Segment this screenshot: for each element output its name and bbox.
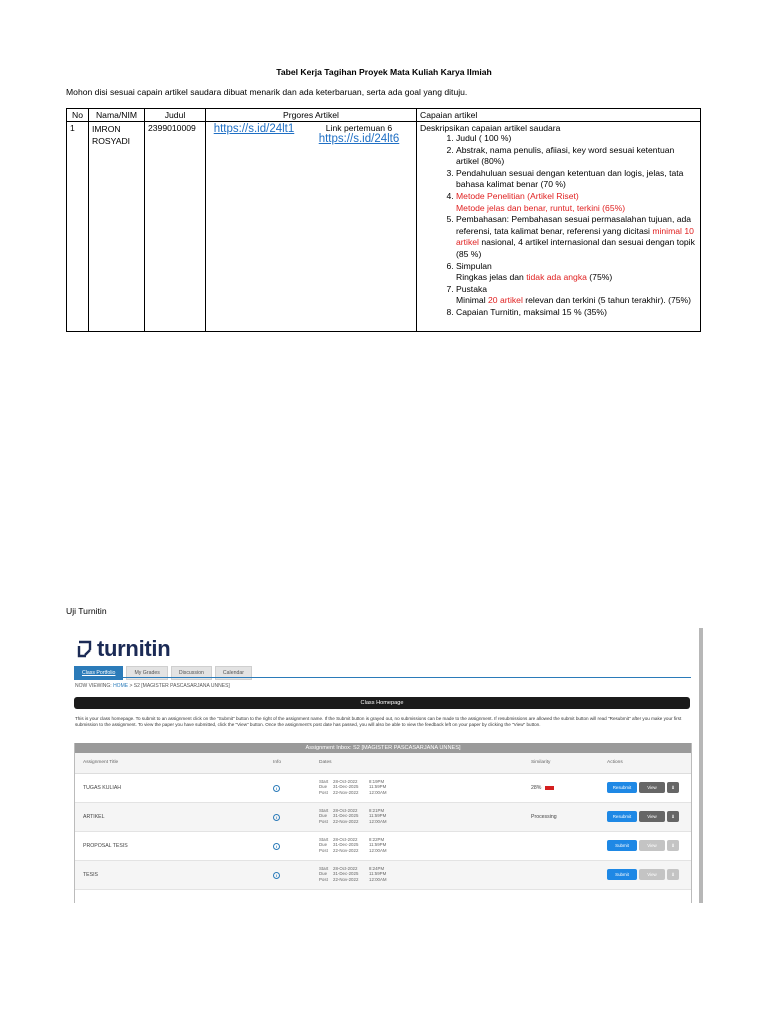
criterion-pembahasan: 5. Pembahasan: Pembahasan sesuai permasalahan tujuan, ada referensi, tata kalimat benar, referensi yang dicitasi minimal 10 artikel nasional, 4 artikel internasional dan sesuai dengan topik (85 %) (456, 214, 697, 260)
download-icon[interactable]: ⬇ (667, 782, 679, 793)
assignment-dates: Start 28-Oct-2022 8:24PM Due 31-Dec-2025 11:59PM Post 22-Nov-2022 12:00AM (319, 866, 387, 882)
criterion-judul: 1. Judul ( 100 %) (456, 133, 697, 145)
criteria-list (420, 133, 697, 319)
view-button[interactable]: View (639, 782, 665, 793)
tab-calendar[interactable]: Calendar (215, 666, 252, 680)
assignment-dates: Start 28-Oct-2022 8:22PM Due 31-Dec-2025 11:59PM Post 22-Nov-2022 12:00AM (319, 837, 387, 853)
cell-nama: IMRON ROSYADI (89, 122, 145, 332)
col-dates: Dates (319, 760, 332, 765)
assignment-title: TUGAS KULIAH (83, 785, 122, 791)
criterion-turnitin: 8. Capaian Turnitin, maksimal 15 % (35%) (456, 307, 697, 319)
breadcrumb-home[interactable]: HOME (113, 683, 129, 689)
assignment-row (75, 803, 691, 832)
col-info: Info (273, 760, 282, 765)
assignment-dates: Start 28-Oct-2022 8:21PM Due 31-Dec-2025 11:59PM Post 22-Nov-2022 12:00AM (319, 808, 387, 824)
link-pertemuan-6[interactable]: https://s.id/24lt6 (318, 133, 400, 145)
download-icon[interactable]: ⬇ (667, 869, 679, 880)
assignment-title: ARTIKEL (83, 814, 105, 820)
info-icon[interactable]: i (273, 814, 280, 821)
col-similarity: Similarity (531, 760, 551, 765)
uji-turnitin-label: Uji Turnitin (66, 606, 107, 616)
turnitin-logo[interactable] (76, 636, 170, 662)
info-icon[interactable]: i (273, 872, 280, 879)
tab-discussion[interactable]: Discussion (171, 666, 212, 680)
criterion-metode-title: Metode Penelitian (Artikel Riset) (456, 190, 579, 201)
assignment-inbox (74, 743, 692, 903)
link-pertemuan-1[interactable]: https://s.id/24lt1 (213, 123, 295, 135)
view-button[interactable]: View (639, 840, 665, 851)
scrollbar[interactable] (699, 628, 703, 903)
download-icon[interactable]: ⬇ (667, 811, 679, 822)
turnitin-screenshot (66, 628, 699, 903)
resubmit-button[interactable]: Resubmit (607, 811, 637, 822)
header-no: No (67, 109, 89, 122)
link-pertemuan-6-label: Link pertemuan 6 (325, 123, 393, 133)
class-homepage-intro: This is your class homepage. To submit to an assignment click on the "Submit" button to the right of the assignment name. If the Submit button is grayed out, no submissions can be made to the assignment. If resubmissions are allowed the submit button will read "Resubmit" after you make your first submission to the assignment. To view the paper you have submitted, click the "View" button. Once the assignment's post date has passed, you will also be able to view the feedback left on your paper by clicking the "View" button. (75, 716, 682, 728)
breadcrumb: NOW VIEWING: HOME > S2 [MAGISTER PASCASARJANA UNNES] (75, 683, 230, 689)
header-nama: Nama/NIM (89, 109, 145, 122)
criterion-pendahuluan: 3. Pendahuluan sesuai dengan ketentuan dan logis, jelas, tata bahasa kalimat benar (70 %) (456, 168, 697, 191)
turnitin-logo-icon (76, 640, 94, 658)
tab-class-portfolio[interactable]: Class Portfolio (74, 666, 123, 680)
class-homepage-bar: Class Homepage (74, 697, 690, 709)
header-progres: Prgores Artikel (206, 109, 417, 122)
header-judul: Judul (145, 109, 206, 122)
inbox-header-row (75, 753, 691, 774)
document-intro: Mohon disi sesuai capain artikel saudara dibuat menarik dan ada keterbaruan, serta ada goal yang dituju. (66, 87, 468, 97)
criterion-metode (456, 191, 697, 214)
info-icon[interactable]: i (273, 785, 280, 792)
assignment-row (75, 861, 691, 890)
document-title: Tabel Kerja Tagihan Proyek Mata Kuliah Karya Ilmiah (276, 67, 492, 77)
tab-underline (74, 677, 691, 678)
col-assignment-title: Assignment Title (83, 760, 119, 765)
assignment-dates: Start 28-Oct-2022 8:19PM Due 31-Dec-2025 11:59PM Post 22-Nov-2022 12:00AM (319, 779, 387, 795)
assignment-title: TESIS (83, 872, 98, 878)
submit-button[interactable]: Submit (607, 840, 637, 851)
cell-progres (206, 122, 417, 332)
assignment-row (75, 774, 691, 803)
col-actions: Actions (607, 760, 623, 765)
cell-judul: 2399010009 (145, 122, 206, 332)
download-icon[interactable]: ⬇ (667, 840, 679, 851)
tab-my-grades[interactable]: My Grades (126, 666, 167, 680)
assignment-title: PROPOSAL TESIS (83, 843, 128, 849)
cell-no: 1 (67, 122, 89, 332)
criterion-pustaka: 7. Pustaka Minimal 20 artikel relevan dan terkini (5 tahun terakhir). (75%) (456, 284, 697, 307)
task-table (66, 108, 701, 332)
turnitin-wordmark: turnitin (97, 636, 171, 661)
view-button[interactable]: View (639, 869, 665, 880)
header-capaian: Capaian artikel (417, 109, 701, 122)
cell-capaian (417, 122, 701, 332)
similarity-score[interactable]: 28% (531, 785, 554, 791)
assignment-row (75, 832, 691, 861)
similarity-status: Processing (531, 814, 557, 820)
criterion-simpulan: 6. Simpulan Ringkas jelas dan tidak ada angka (75%) (456, 261, 697, 284)
resubmit-button[interactable]: Resubmit (607, 782, 637, 793)
table-row (67, 122, 701, 332)
capaian-intro: Deskripsikan capaian artikel saudara (420, 123, 561, 133)
similarity-bar (545, 786, 554, 790)
inbox-title: Assignment Inbox: S2 [MAGISTER PASCASARJANA UNNES] (75, 743, 691, 753)
info-icon[interactable]: i (273, 843, 280, 850)
submit-button[interactable]: Submit (607, 869, 637, 880)
criterion-abstrak: 2. Abstrak, nama penulis, afiiasi, key word sesuai ketentuan artikel (80%) (456, 145, 697, 168)
criterion-metode-desc: Metode jelas dan benar, runtut, terkini (65%) (456, 202, 626, 213)
view-button[interactable]: View (639, 811, 665, 822)
